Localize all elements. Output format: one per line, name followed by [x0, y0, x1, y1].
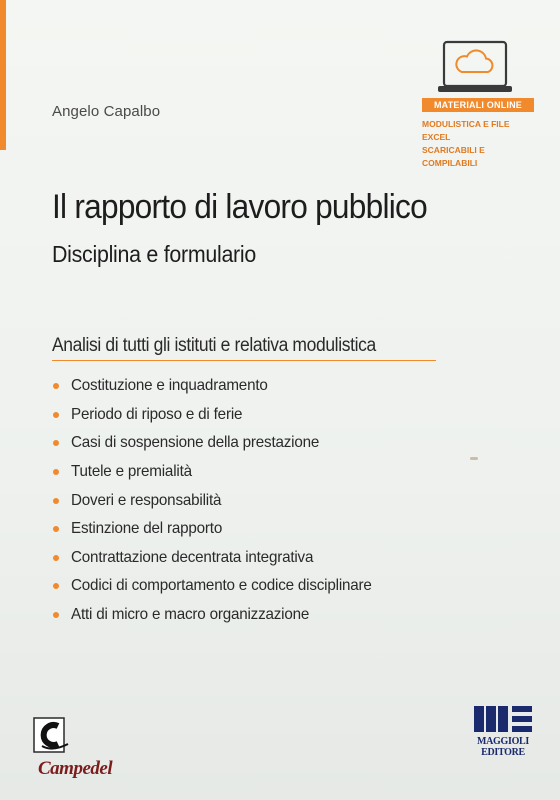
bullet-icon	[53, 583, 59, 589]
badge-label: MATERIALI ONLINE	[422, 98, 534, 112]
list-item	[52, 572, 388, 601]
accent-stripe	[0, 0, 6, 150]
bullet-icon	[53, 469, 59, 475]
bullet-icon	[53, 440, 59, 446]
topic-text: Casi di sospensione della prestazione	[71, 434, 320, 452]
campedel-name: Campedel	[38, 758, 113, 779]
cover-speck	[470, 457, 478, 460]
maggioli-mark-icon	[472, 706, 534, 734]
topic-text: Codici di comportamento e codice disciplinare	[71, 577, 372, 595]
bullet-icon	[53, 612, 59, 618]
maggioli-line1: MAGGIOLI	[476, 736, 530, 747]
list-item	[52, 544, 388, 573]
list-item	[52, 429, 388, 458]
intro-line: Analisi di tutti gli istituti e relativa modulistica	[52, 335, 376, 356]
bullet-icon	[53, 555, 59, 561]
campedel-emblem-icon	[32, 716, 72, 756]
maggioli-logo	[472, 706, 534, 764]
bullet-icon	[53, 412, 59, 418]
book-subtitle: Disciplina e formulario	[52, 241, 257, 267]
badge-desc-line2: SCARICABILI E COMPILABILI	[422, 145, 485, 168]
topic-text: Atti di micro e macro organizzazione	[71, 606, 310, 624]
bullet-icon	[53, 383, 59, 389]
list-item	[52, 372, 388, 401]
list-item	[52, 401, 388, 430]
badge-desc-line1: MODULISTICA E FILE EXCEL	[422, 119, 510, 142]
topic-text: Estinzione del rapporto	[71, 520, 223, 538]
topic-text: Costituzione e inquadramento	[71, 377, 268, 395]
list-item	[52, 515, 388, 544]
list-item	[52, 486, 388, 515]
maggioli-name	[472, 736, 534, 758]
campedel-logo	[26, 716, 116, 782]
list-item	[52, 458, 388, 487]
laptop-cloud-icon	[438, 40, 512, 96]
badge-description	[422, 118, 540, 170]
topic-text: Doveri e responsabilità	[71, 491, 222, 509]
intro-underline	[52, 360, 436, 361]
maggioli-line2: EDITORE	[481, 747, 525, 758]
author-name: Angelo Capalbo	[52, 103, 161, 120]
topic-text: Tutele e premialità	[71, 463, 192, 481]
book-title: Il rapporto di lavoro pubblico	[52, 188, 427, 226]
list-item	[52, 601, 388, 630]
bullet-icon	[53, 498, 59, 504]
topic-list	[52, 372, 388, 629]
topic-text: Periodo di riposo e di ferie	[71, 405, 243, 423]
bullet-icon	[53, 526, 59, 532]
topic-text: Contrattazione decentrata integrativa	[71, 548, 314, 566]
